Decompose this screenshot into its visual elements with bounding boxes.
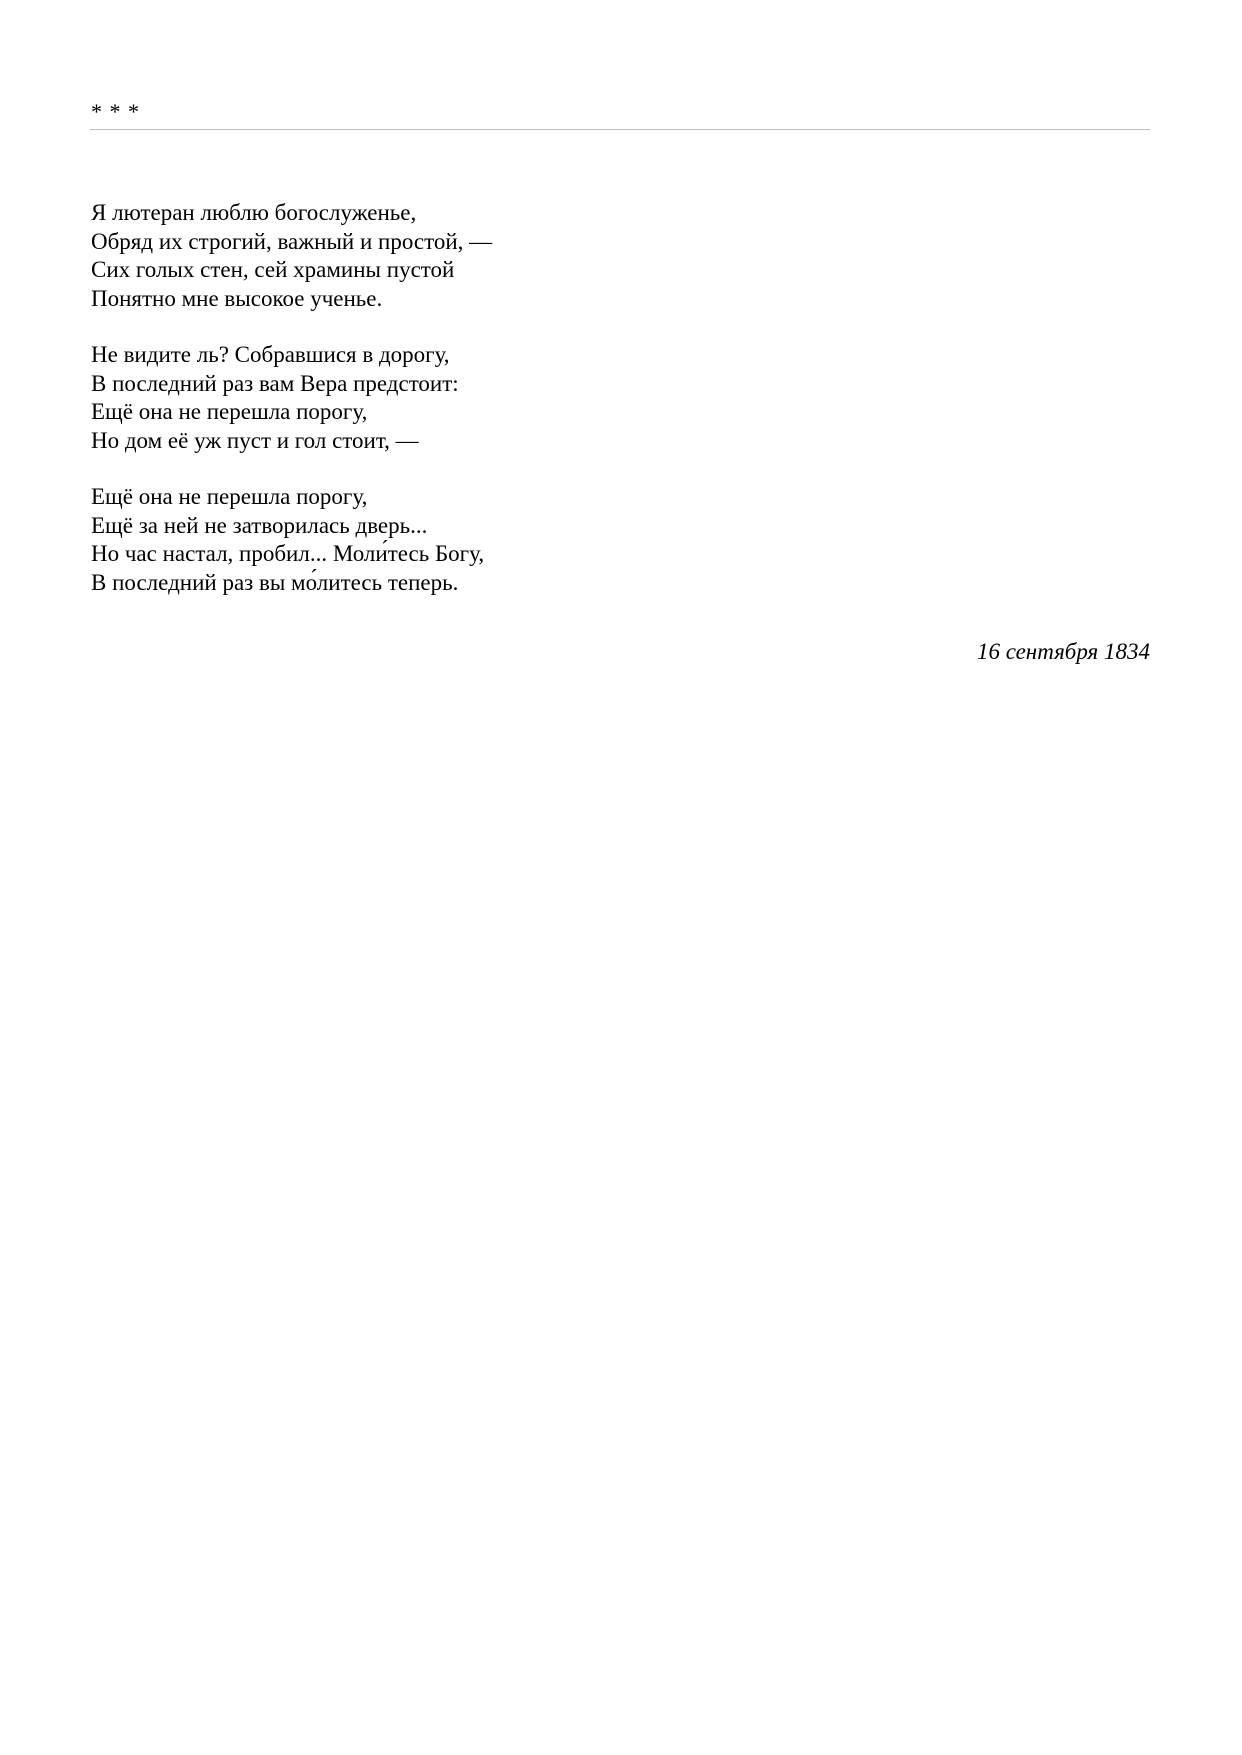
poem-line: Я лютеран люблю богослуженье, [91,200,417,225]
stanza-1 [91,199,492,313]
poem-line: Не видите ль? Собравшися в дорогу, [91,342,450,367]
poem-line: В последний раз вам Вера предстоит: [91,370,459,396]
poem-line: Сих голых стен, сей храмины пустой [91,257,455,282]
poem-line: Ещё она не перешла порогу, [91,399,368,424]
poem-line: В последний раз вы мо́литесь теперь. [91,569,459,595]
poem-heading: * * * [91,99,140,124]
poem-date: 16 сентября 1834 [976,639,1150,664]
poem-line: Обряд их строгий, важный и простой, — [91,228,493,254]
stanza-3 [91,483,492,597]
poem-line: Но дом её уж пуст и гол стоит, — [91,427,419,453]
poem-line: Но час настал, пробил... Моли́тесь Богу, [91,541,485,566]
poem-line: Понятно мне высокое ученье. [91,285,383,311]
poem-line: Ещё она не перешла порогу, [91,484,368,509]
poem-line: Ещё за ней не затворилась дверь... [91,512,428,538]
stanza-2 [91,341,492,455]
heading-divider [90,129,1150,130]
poem-body [91,199,492,625]
